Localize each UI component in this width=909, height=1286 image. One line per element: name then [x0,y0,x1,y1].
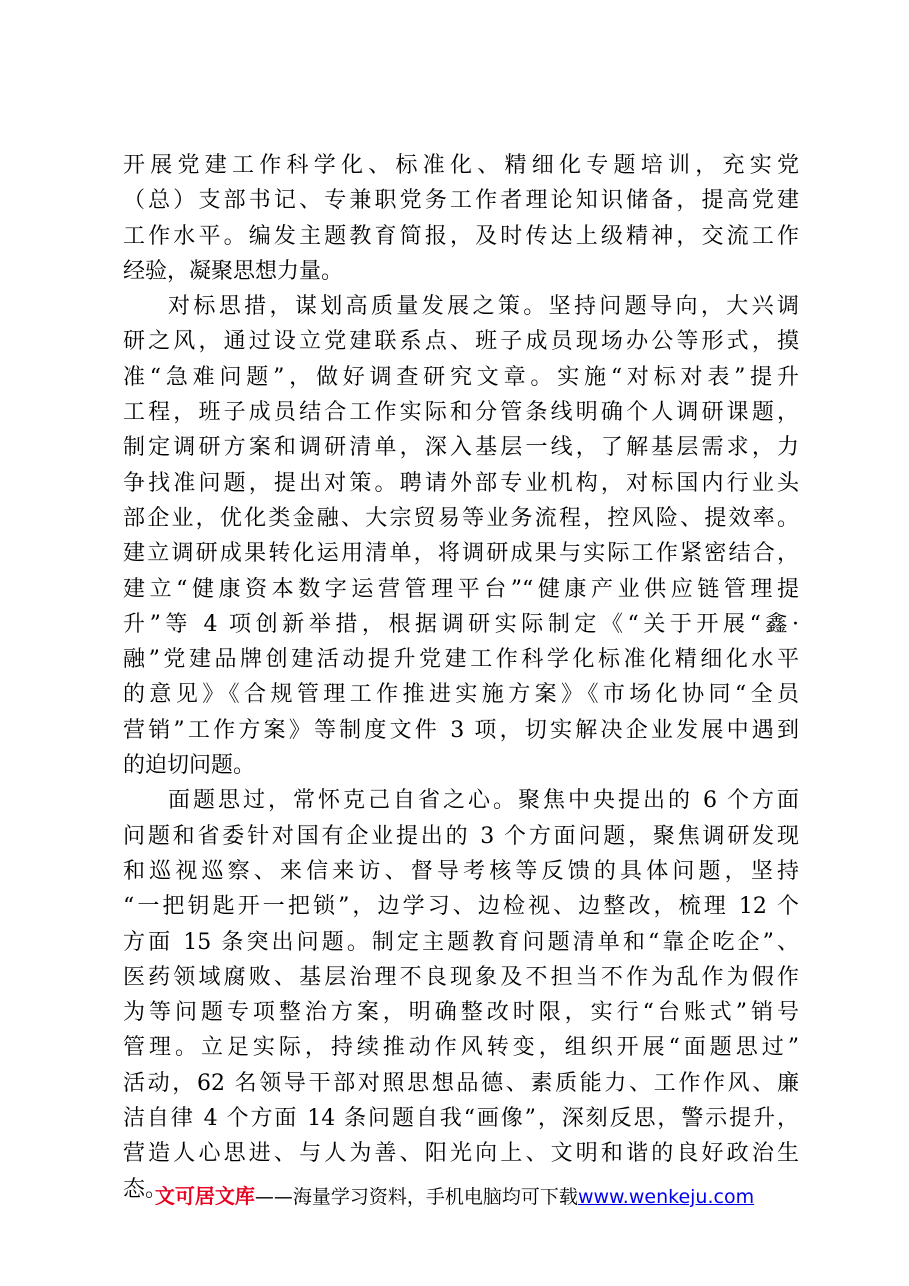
text-line: 对标思措，谋划高质量发展之策。坚持问题导向，大兴调 [168,294,799,320]
text-line: 融”党建品牌创建活动提升党建工作科学化标准化精细化水平 [123,647,799,673]
paragraph-3 [123,783,799,1207]
footer-banner [0,1182,909,1211]
text-line: 升”等 4 项创新举措，根据调研实际制定《“关于开展“鑫· [123,611,799,637]
text-line: 经验，凝聚思想力量。 [123,258,344,284]
text-line: 开展党建工作科学化、标准化、精细化专题培训，充实党 [123,153,799,178]
footer-slogan: ——海量学习资料，手机电脑均可下载 [254,1186,578,1208]
text-line: 制定调研方案和调研清单，深入基层一线，了解基层需求，力 [123,435,799,461]
text-line: 争找准问题，提出对策。聘请外部专业机构，对标国内行业头 [123,470,799,496]
footer-url-link[interactable]: www.wenkeju.com [577,1186,755,1208]
text-line: （总）支部书记、专兼职党务工作者理论知识储备，提高党建 [123,188,799,214]
text-line: 面题思过，常怀克己自省之心。聚焦中央提出的 6 个方面 [168,788,799,814]
text-line: 营造人心思进、与人为善、阳光向上、文明和谐的良好政治生 [123,1141,799,1167]
text-line: 的意见》《合规管理工作推进实施方案》《市场化协同“全员 [123,682,799,708]
text-line: 工作水平。编发主题教育简报，及时传达上级精神，交流工作 [123,223,799,249]
text-line: “一把钥匙开一把锁”，边学习、边检视、边整改，梳理 12 个 [123,894,799,920]
text-line: 研之风，通过设立党建联系点、班子成员现场办公等形式，摸 [123,329,799,355]
text-line: 为等问题专项整治方案，明确整改时限，实行“台账式”销号 [123,1000,799,1026]
text-line: 管理。立足实际，持续推动作风转变，组织开展“面题思过” [123,1035,799,1061]
text-line: 建立调研成果转化运用清单，将调研成果与实际工作紧密结合， [123,541,799,567]
text-line: 的迫切问题。 [123,753,256,779]
text-line: 和巡视巡察、来信来访、督导考核等反馈的具体问题，坚持 [123,858,799,884]
text-line: 部企业，优化类金融、大宗贸易等业务流程，控风险、提效率。 [123,505,799,531]
text-line: 医药领域腐败、基层治理不良现象及不担当不作为乱作为假作 [123,964,799,990]
text-line: 工程，班子成员结合工作实际和分管条线明确个人调研课题， [123,400,799,426]
text-line: 态。 [123,1176,168,1202]
text-line: 准“急难问题”，做好调查研究文章。实施“对标对表”提升 [123,364,799,390]
document-body [123,148,799,1207]
text-line: 活动，62 名领导干部对照思想品德、素质能力、工作作风、廉 [123,1070,799,1096]
paragraph-2 [123,289,799,783]
paragraph-1 [123,148,799,289]
text-line: 营销”工作方案》等制度文件 3 项，切实解决企业发展中遇到 [123,717,799,743]
text-line: 建立“健康资本数字运营管理平台”“健康产业供应链管理提 [123,576,799,602]
footer-brand: 文可居文库 [154,1184,255,1208]
text-line: 洁自律 4 个方面 14 条问题自我“画像”，深刻反思，警示提升， [123,1106,799,1132]
text-line: 方面 15 条突出问题。制定主题教育问题清单和“靠企吃企”、 [123,929,799,955]
text-line: 问题和省委针对国有企业提出的 3 个方面问题，聚焦调研发现 [123,823,799,849]
